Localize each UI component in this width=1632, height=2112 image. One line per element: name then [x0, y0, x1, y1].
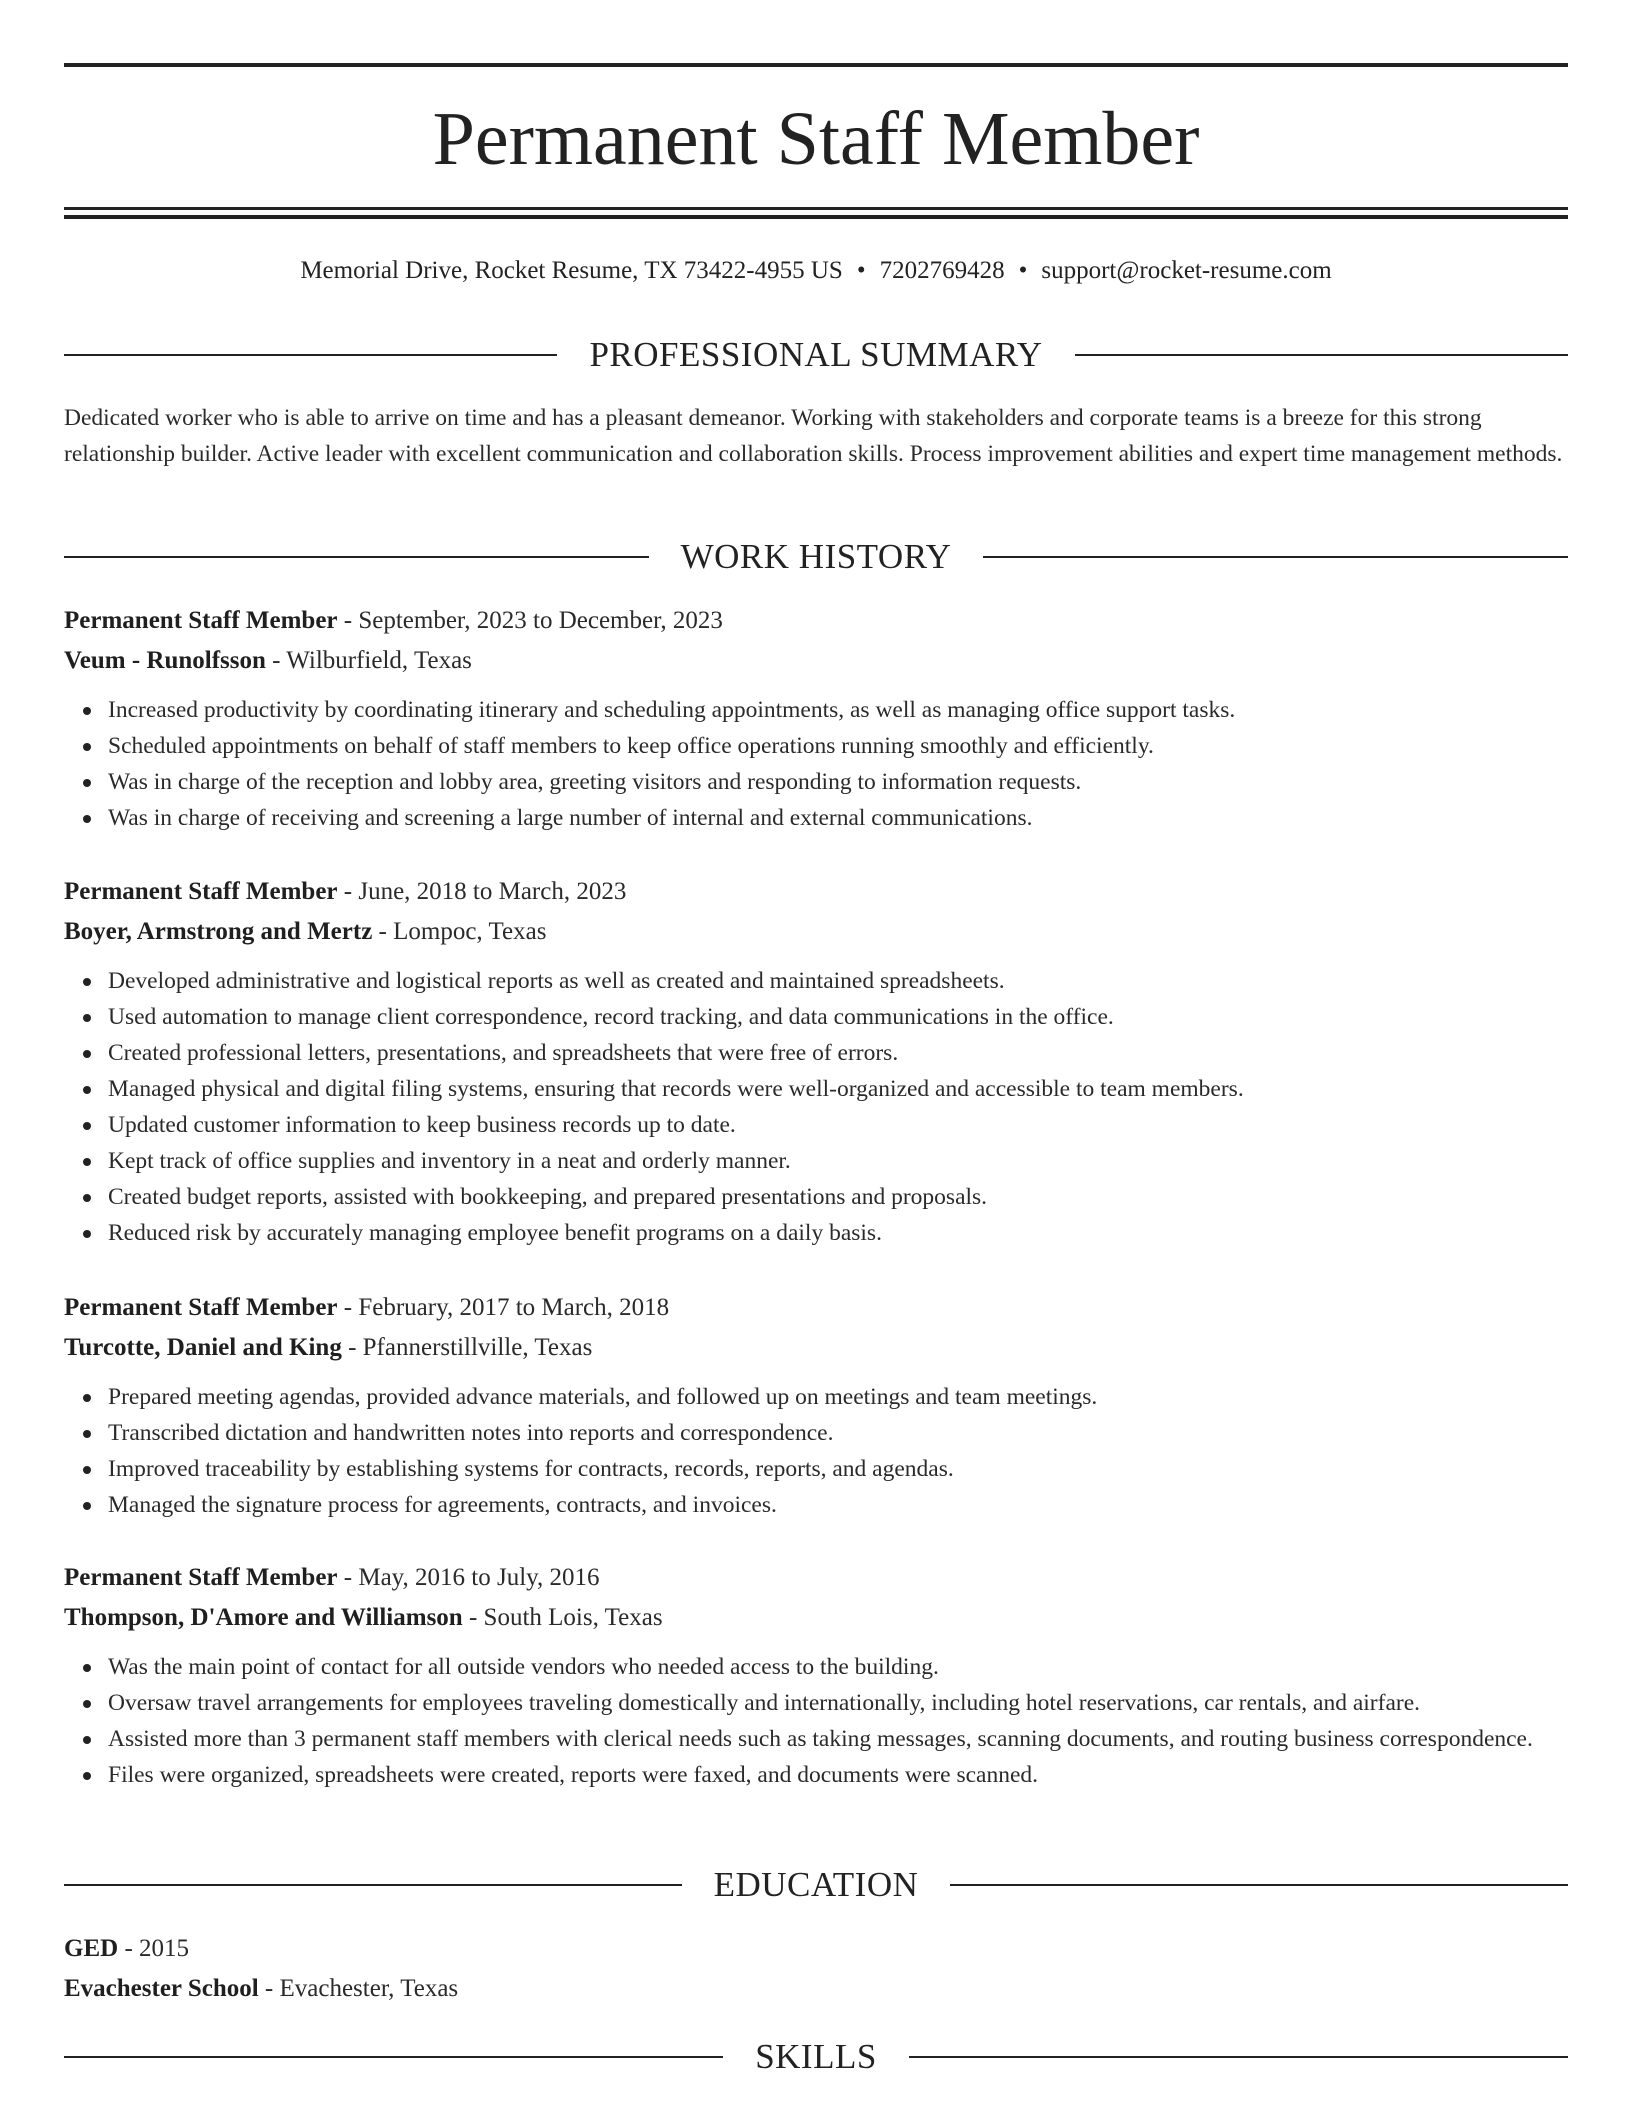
job-bullet: Increased productivity by coordinating itinerary and scheduling appointments, as well as managing office support tasks.: [108, 692, 1568, 728]
job-location: - Lompoc, Texas: [372, 918, 547, 945]
divider-line: [1075, 354, 1568, 356]
job-bullet: Scheduled appointments on behalf of staff members to keep office operations running smoothly and efficiently.: [108, 728, 1568, 764]
education-school: Evachester School: [64, 1975, 259, 2002]
section-title: SKILLS: [755, 2037, 877, 2076]
education-school-line: [64, 1970, 1568, 2008]
job-bullet: Was in charge of the reception and lobby area, greeting visitors and responding to information requests.: [108, 764, 1568, 800]
job-bullet: Reduced risk by accurately managing employee benefit programs on a daily basis.: [108, 1215, 1568, 1251]
header-top-rule: [64, 63, 1568, 67]
job-company-line: [64, 913, 1568, 951]
job-entry: [64, 602, 1568, 836]
job-location: - Pfannerstillville, Texas: [341, 1334, 593, 1361]
job-dates: - June, 2018 to March, 2023: [337, 878, 627, 905]
job-bullet: Assisted more than 3 permanent staff members with clerical needs such as taking messages, scanning documents, and routing business correspondence.: [108, 1721, 1568, 1757]
work-history-heading: [64, 535, 1568, 579]
job-title-line: [64, 602, 1568, 640]
divider-line: [64, 2056, 723, 2058]
header-bottom-rule-thick: [64, 215, 1568, 219]
job-entry: [64, 1289, 1568, 1523]
job-dates: - February, 2017 to March, 2018: [337, 1294, 670, 1321]
job-bullets: [64, 692, 1568, 836]
job-dates: - September, 2023 to December, 2023: [337, 607, 723, 634]
job-bullet: Developed administrative and logistical reports as well as created and maintained spreadsheets.: [108, 963, 1568, 999]
contact-address: Memorial Drive, Rocket Resume, TX 73422-4955 US: [300, 257, 843, 284]
divider-line: [64, 556, 649, 558]
job-bullet: Transcribed dictation and handwritten notes into reports and correspondence.: [108, 1415, 1568, 1451]
contact-separator: •: [856, 257, 866, 284]
section-title: EDUCATION: [713, 1865, 919, 1904]
job-bullet: Kept track of office supplies and inventory in a neat and orderly manner.: [108, 1143, 1568, 1179]
job-bullet: Managed physical and digital filing systems, ensuring that records were well-organized and accessible to team members.: [108, 1071, 1568, 1107]
job-title: Permanent Staff Member: [64, 878, 338, 905]
job-title-line: [64, 1289, 1568, 1327]
education-degree: GED: [64, 1935, 119, 1962]
resume-name: Permanent Staff Member: [432, 97, 1200, 181]
divider-line: [983, 556, 1568, 558]
job-bullet: Was the main point of contact for all outside vendors who needed access to the building.: [108, 1649, 1568, 1685]
job-bullet: Used automation to manage client correspondence, record tracking, and data communications in the office.: [108, 999, 1568, 1035]
contact-email: support@rocket-resume.com: [1041, 257, 1332, 284]
job-bullet: Managed the signature process for agreements, contracts, and invoices.: [108, 1487, 1568, 1523]
job-company: Boyer, Armstrong and Mertz: [64, 918, 373, 945]
job-bullets: [64, 963, 1568, 1251]
job-company-line: [64, 1599, 1568, 1637]
job-bullets: [64, 1379, 1568, 1523]
job-bullet: Updated customer information to keep business records up to date.: [108, 1107, 1568, 1143]
job-title-line: [64, 873, 1568, 911]
job-location: - South Lois, Texas: [462, 1604, 663, 1631]
contact-phone: 7202769428: [879, 257, 1005, 284]
job-entry: [64, 1559, 1568, 1793]
job-bullet: Prepared meeting agendas, provided advance materials, and followed up on meetings and team meetings.: [108, 1379, 1568, 1415]
job-company-line: [64, 1329, 1568, 1367]
job-bullet: Was in charge of receiving and screening a large number of internal and external communications.: [108, 800, 1568, 836]
job-company: Veum - Runolfsson: [64, 647, 266, 674]
job-location: - Wilburfield, Texas: [265, 647, 472, 674]
job-entry: [64, 873, 1568, 1251]
job-title-line: [64, 1559, 1568, 1597]
divider-line: [64, 1884, 682, 1886]
education-year: - 2015: [118, 1935, 190, 1962]
job-bullet: Improved traceability by establishing systems for contracts, records, reports, and agendas.: [108, 1451, 1568, 1487]
job-title: Permanent Staff Member: [64, 1564, 338, 1591]
contact-separator: •: [1018, 257, 1028, 284]
skills-heading: [64, 2035, 1568, 2079]
job-dates: - May, 2016 to July, 2016: [337, 1564, 600, 1591]
education-heading: [64, 1863, 1568, 1907]
job-title: Permanent Staff Member: [64, 607, 338, 634]
job-company-line: [64, 642, 1568, 680]
section-title: PROFESSIONAL SUMMARY: [589, 335, 1043, 374]
summary-text: Dedicated worker who is able to arrive on time and has a pleasant demeanor. Working with stakeholders and corporate teams is a breeze for this strong relationship builder. Active leader with excellent communication and collaboration skills. Process improvement abilities and expert time management methods.: [64, 405, 1563, 467]
job-bullets: [64, 1649, 1568, 1793]
job-company: Turcotte, Daniel and King: [64, 1334, 342, 1361]
divider-line: [64, 354, 557, 356]
job-company: Thompson, D'Amore and Williamson: [64, 1604, 463, 1631]
job-bullet: Created budget reports, assisted with bookkeeping, and prepared presentations and proposals.: [108, 1179, 1568, 1215]
education-degree-line: [64, 1930, 1568, 1968]
job-title: Permanent Staff Member: [64, 1294, 338, 1321]
divider-line: [950, 1884, 1568, 1886]
education-location: - Evachester, Texas: [258, 1975, 459, 2002]
section-title: WORK HISTORY: [680, 537, 952, 576]
header-bottom-rule: [64, 207, 1568, 210]
job-bullet: Files were organized, spreadsheets were created, reports were faxed, and documents were scanned.: [108, 1757, 1568, 1793]
job-bullet: Created professional letters, presentations, and spreadsheets that were free of errors.: [108, 1035, 1568, 1071]
divider-line: [909, 2056, 1568, 2058]
job-bullet: Oversaw travel arrangements for employees traveling domestically and internationally, including hotel reservations, car rentals, and airfare.: [108, 1685, 1568, 1721]
education-entry: [64, 1930, 1568, 2008]
contact-line: [64, 254, 1568, 288]
summary-heading: [64, 333, 1568, 377]
